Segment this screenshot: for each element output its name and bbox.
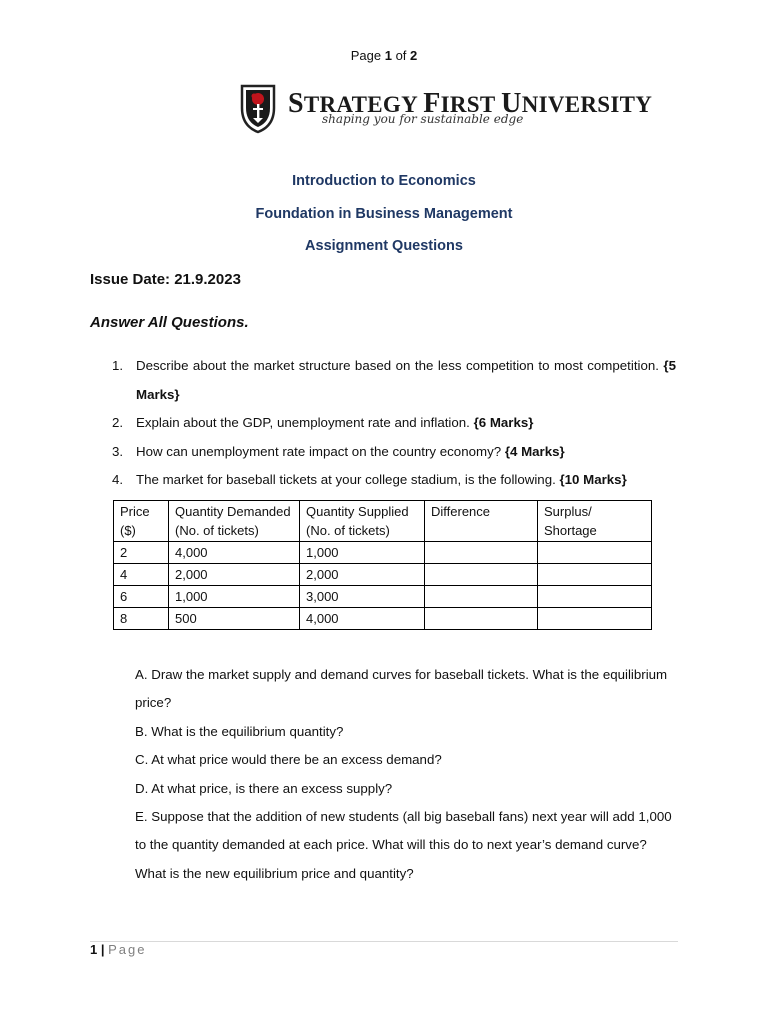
marks-label: {10 Marks} <box>559 472 627 487</box>
footer-divider <box>90 941 678 942</box>
table-cell: 3,000 <box>300 586 425 608</box>
table-cell <box>538 542 652 564</box>
sub-question: A. Draw the market supply and demand curves for baseball tickets. What is the equilibrium price? <box>135 667 668 711</box>
table-cell: 8 <box>114 608 169 630</box>
table-cell <box>425 542 538 564</box>
table-cell <box>425 608 538 630</box>
sub-question: D. At what price, is there an excess supply? <box>135 780 393 796</box>
header-cell: Quantity Supplied (No. of tickets) <box>300 501 425 542</box>
table-cell <box>425 564 538 586</box>
table-row <box>114 542 652 564</box>
question-item: 1. Describe about the market structure based on the less competition to most competition. {5 Marks} <box>112 358 676 402</box>
footer-page-number: 1 <box>90 942 98 957</box>
table-cell <box>538 608 652 630</box>
table-header-row <box>114 501 652 542</box>
table-row <box>114 586 652 608</box>
table-cell: 4,000 <box>169 542 300 564</box>
sub-question: E. Suppose that the addition of new students (all big baseball fans) next year will add 1,000 to the quantity demanded at each price. What will this do to next year’s demand curve? What is the new equilibrium price and quantity? <box>135 809 672 881</box>
sub-question: B. What is the equilibrium quantity? <box>135 723 344 739</box>
sub-question: C. At what price would there be an excess demand? <box>135 752 442 768</box>
marks-label: {4 Marks} <box>504 443 565 459</box>
instructions: Answer All Questions. <box>90 314 249 331</box>
footer: 1 | Page <box>90 942 147 957</box>
table-cell: 4,000 <box>300 608 425 630</box>
university-tagline: shaping you for sustainable edge <box>322 112 524 126</box>
question-item: 4. The market for baseball tickets at your college stadium, is the following. {10 Marks} <box>112 472 627 487</box>
course-title: Introduction to Economics <box>292 173 476 189</box>
marks-label: {5 Marks} <box>136 358 676 402</box>
page-counter: Page 1 of 2 <box>350 48 418 63</box>
sub-question-list <box>135 661 675 888</box>
table-cell: 2 <box>114 542 169 564</box>
table-cell: 500 <box>169 608 300 630</box>
issue-date: Issue Date: 21.9.2023 <box>90 271 241 288</box>
marks-label: {6 Marks} <box>473 415 534 430</box>
question-item: 3. How can unemployment rate impact on the country economy? {4 Marks} <box>112 443 565 459</box>
table-row <box>114 564 652 586</box>
question-list <box>90 352 676 495</box>
table-cell: 6 <box>114 586 169 608</box>
market-table <box>113 500 652 630</box>
footer-page-label: Page <box>108 942 147 957</box>
header-cell: Price ($) <box>114 501 169 542</box>
shield-crest-icon <box>238 82 278 134</box>
university-logo <box>236 82 653 138</box>
table-cell: 1,000 <box>300 542 425 564</box>
header-cell: Difference <box>425 501 538 542</box>
table-cell: 1,000 <box>169 586 300 608</box>
document-type-title: Assignment Questions <box>305 238 463 254</box>
table-cell <box>425 586 538 608</box>
header-cell: Surplus/ Shortage <box>538 501 652 542</box>
table-cell <box>538 586 652 608</box>
table-row <box>114 608 652 630</box>
header-cell: Quantity Demanded (No. of tickets) <box>169 501 300 542</box>
university-name: STRATEGY FIRST UNIVERSITY <box>288 88 653 119</box>
programme-title: Foundation in Business Management <box>255 206 513 222</box>
table-cell <box>538 564 652 586</box>
table-cell: 2,000 <box>169 564 300 586</box>
table-cell: 4 <box>114 564 169 586</box>
table-cell: 2,000 <box>300 564 425 586</box>
question-item: 2. Explain about the GDP, unemployment rate and inflation. {6 Marks} <box>112 415 534 430</box>
